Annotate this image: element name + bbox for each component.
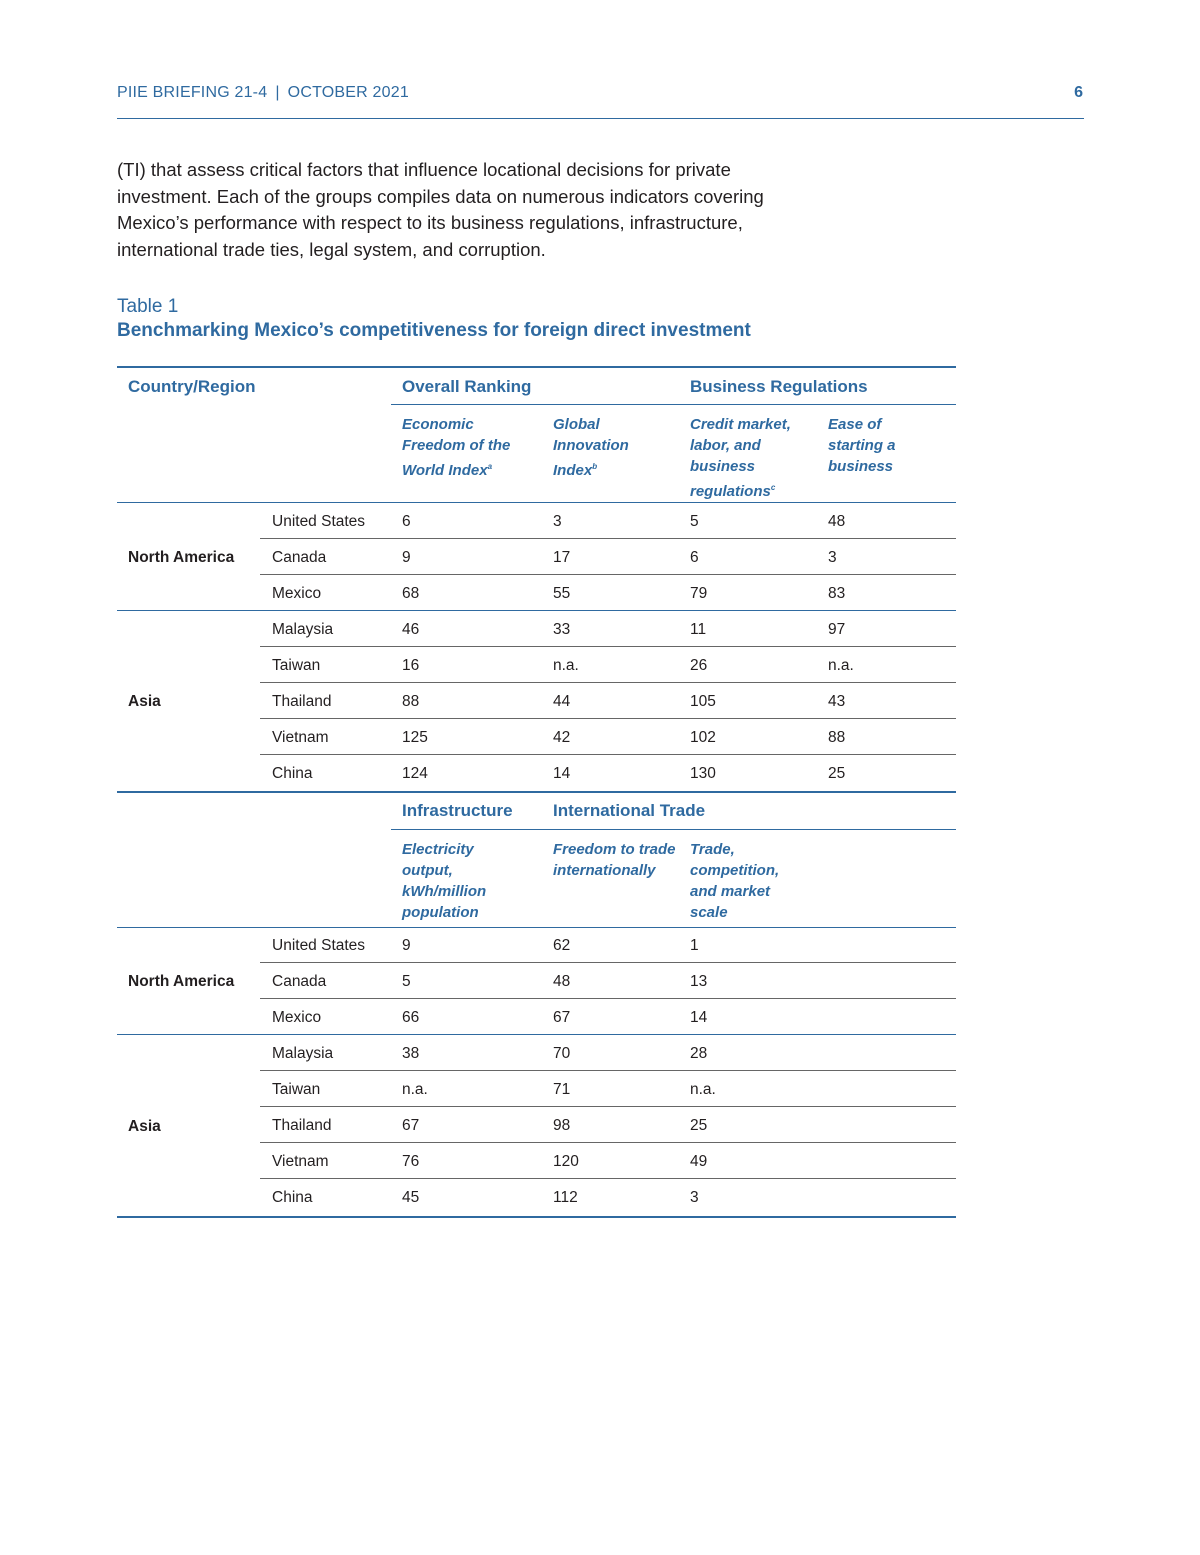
table-cell: 105 [690, 693, 716, 710]
intro-line: Mexico’s performance with respect to its business regulations, infrastructure, [117, 212, 743, 233]
row-divider [260, 754, 956, 755]
column-header-trade-competition: Trade, competition, and market scale [690, 841, 780, 921]
country-region-header: Country/Region [128, 377, 256, 396]
group-header-infrastructure: Infrastructure [402, 801, 513, 820]
table-cell: 125 [402, 729, 428, 746]
intro-line: international trade ties, legal system, and corruption. [117, 238, 546, 260]
header-bottom-rule [117, 927, 956, 928]
row-divider [260, 646, 956, 647]
table-cell: 97 [828, 621, 846, 638]
row-divider [260, 1178, 956, 1179]
country-name: Malaysia [272, 1045, 334, 1062]
column-header-ease-of-starting: Ease of starting a business [828, 416, 896, 475]
country-name: Vietnam [272, 729, 329, 746]
country-name: Mexico [272, 1009, 322, 1026]
table-cell: 38 [402, 1045, 420, 1062]
table-cell: 13 [690, 973, 708, 990]
region-divider [117, 610, 956, 611]
column-header-electricity-output: Electricity output, kWh/million population [402, 841, 487, 921]
country-name: China [272, 1189, 313, 1206]
table-cell: 68 [402, 585, 420, 602]
row-divider [260, 682, 956, 683]
table-cell: 16 [402, 657, 420, 674]
group-header-international-trade: International Trade [553, 801, 706, 820]
table-cell: 44 [553, 693, 571, 710]
header-date: OCTOBER 2021 [287, 84, 409, 101]
table-cell: 9 [402, 937, 411, 954]
table-cell: 14 [553, 765, 571, 782]
country-name: Thailand [272, 1117, 332, 1134]
table-cell: 130 [690, 765, 716, 782]
country-name: United States [272, 513, 366, 530]
region-label: North America [128, 973, 235, 990]
country-name: Thailand [272, 693, 332, 710]
country-name: Mexico [272, 585, 322, 602]
table-cell: 49 [690, 1153, 708, 1170]
region-divider [117, 1034, 956, 1035]
running-header [117, 84, 1083, 104]
table-cell: 43 [828, 693, 846, 710]
table-cell: 33 [553, 621, 571, 638]
intro-paragraph [117, 157, 897, 263]
column-header-credit-market: Credit market, labor, and business regulations$^c$ [690, 416, 791, 500]
table-top-rule [117, 366, 956, 368]
group-header-rule [391, 829, 956, 830]
row-divider [260, 574, 956, 575]
header-divider [117, 118, 1084, 119]
intro-line: investment. Each of the groups compiles data on numerous indicators covering [117, 185, 764, 207]
table-cell: 25 [690, 1117, 708, 1134]
table-title: Benchmarking Mexico’s competitiveness for foreign direct investment [117, 320, 751, 341]
table-cell: 120 [553, 1153, 579, 1170]
table-cell: 88 [828, 729, 846, 746]
header-separator: | [275, 84, 280, 101]
table-cell: 6 [402, 513, 411, 530]
region-label: North America [128, 549, 235, 566]
table-cell: 98 [553, 1117, 571, 1134]
row-divider [260, 1070, 956, 1071]
table-cell: 14 [690, 1009, 708, 1026]
table-cell: 48 [553, 973, 571, 990]
table-label: Table 1 [117, 296, 179, 317]
table-cell: 11 [690, 621, 707, 638]
table-cell: 25 [828, 765, 846, 782]
row-divider [260, 1142, 956, 1143]
table-bottom-rule [117, 1216, 956, 1218]
header-publication: PIIE BRIEFING 21-4 [117, 84, 268, 101]
table-cell: 71 [553, 1081, 571, 1098]
table-cell: 124 [402, 765, 428, 782]
column-header-economic-freedom: Economic Freedom of the World Index$^a$ [402, 416, 511, 479]
row-divider [260, 962, 956, 963]
table-cell: 26 [690, 657, 708, 674]
row-divider [260, 718, 956, 719]
table-cell: 9 [402, 549, 411, 566]
group-header-overall-ranking: Overall Ranking [402, 377, 532, 396]
table-cell: 76 [402, 1153, 420, 1170]
table-cell: 46 [402, 621, 420, 638]
table-cell: 79 [690, 585, 708, 602]
table-cell: 1 [690, 937, 699, 954]
table-cell: 88 [402, 693, 420, 710]
row-divider [260, 998, 956, 999]
group-header-rule [391, 404, 956, 405]
row-divider [260, 538, 956, 539]
country-name: Canada [272, 973, 327, 990]
country-name: Taiwan [272, 657, 321, 674]
group-header-business-regulations: Business Regulations [690, 377, 868, 396]
intro-line: (TI) that assess critical factors that influence locational decisions for private [117, 159, 731, 180]
table-cell: 55 [553, 585, 571, 602]
table-cell: 102 [690, 729, 716, 746]
table-cell: n.a. [402, 1081, 428, 1098]
table-cell: 3 [553, 513, 562, 530]
table-cell: n.a. [828, 657, 854, 674]
country-name: China [272, 765, 313, 782]
table-cell: 5 [402, 973, 411, 990]
table-cell: 66 [402, 1009, 420, 1026]
header-publication-line [117, 84, 409, 102]
table-cell: 45 [402, 1189, 420, 1206]
table-cell: 70 [553, 1045, 571, 1062]
table-cell: n.a. [690, 1081, 716, 1098]
table-cell: 5 [690, 513, 699, 530]
table-cell: 17 [553, 549, 571, 566]
country-name: United States [272, 937, 366, 954]
country-name: Taiwan [272, 1081, 321, 1098]
header-bottom-rule [117, 502, 956, 503]
row-divider [260, 1106, 956, 1107]
table-cell: 67 [402, 1117, 420, 1134]
table-cell: 42 [553, 729, 571, 746]
region-label: Asia [128, 693, 161, 710]
section-divider-rule [117, 791, 956, 793]
table-cell: n.a. [553, 657, 579, 674]
table-cell: 6 [690, 549, 699, 566]
table-cell: 28 [690, 1045, 708, 1062]
country-name: Canada [272, 549, 327, 566]
country-name: Malaysia [272, 621, 334, 638]
table-cell: 48 [828, 513, 846, 530]
country-name: Vietnam [272, 1153, 329, 1170]
column-header-freedom-to-trade: Freedom to trade internationally [553, 841, 676, 879]
page-number: 6 [1074, 84, 1083, 101]
table-cell: 3 [828, 549, 837, 566]
region-label: Asia [128, 1118, 161, 1135]
table-cell: 112 [553, 1189, 578, 1206]
table-cell: 67 [553, 1009, 571, 1026]
table-cell: 83 [828, 585, 846, 602]
table-cell: 62 [553, 937, 571, 954]
column-header-global-innovation: Global Innovation Index$^b$ [553, 416, 629, 479]
table-cell: 3 [690, 1189, 699, 1206]
